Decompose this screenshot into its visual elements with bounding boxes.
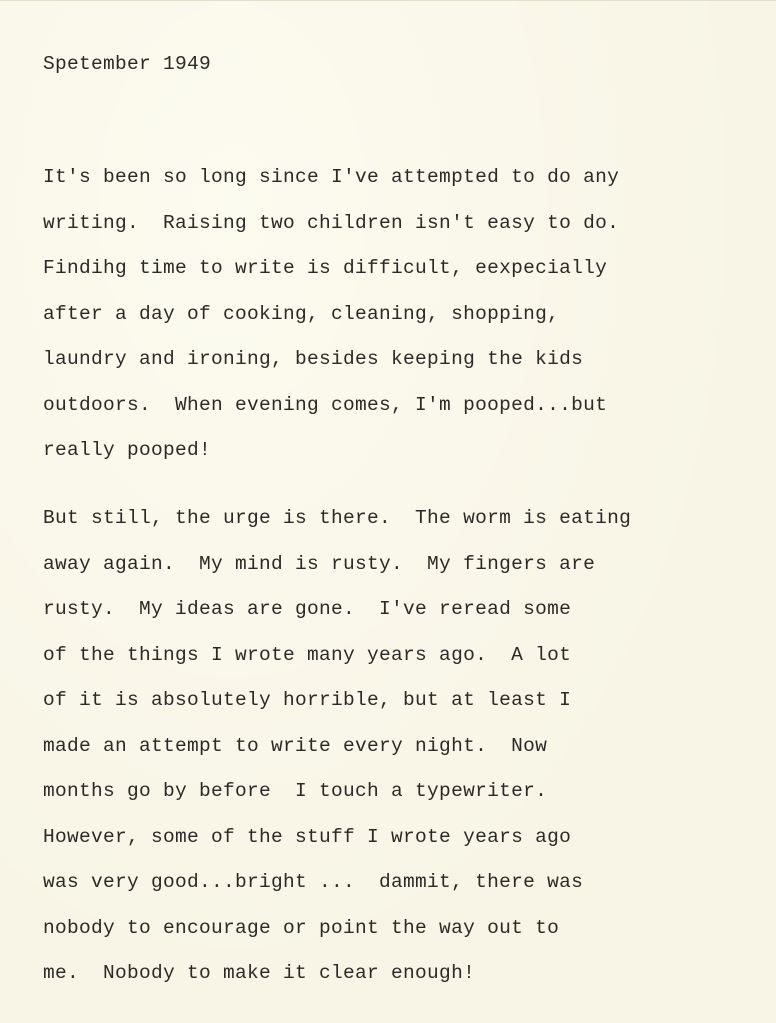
paragraph-line: after a day of cooking, cleaning, shopping, bbox=[43, 302, 560, 325]
paragraph-line: It's been so long since I've attempted to do any bbox=[43, 166, 620, 188]
paragraph-line: really pooped! bbox=[43, 439, 212, 461]
paragraph-line: of it is absolutely horrible, but at least I bbox=[43, 689, 572, 711]
paragraph-line: rusty. My ideas are gone. I've reread some bbox=[43, 598, 572, 620]
paragraph-line: was very good...bright ... dammit, there was bbox=[43, 871, 584, 893]
paragraph-line: months go by before I touch a typewriter. bbox=[43, 780, 548, 802]
letter-date: Spetember 1949 bbox=[43, 53, 212, 75]
paragraph-line: But still, the urge is there. The worm is eating bbox=[43, 507, 632, 529]
paragraph-line: Findihg time to write is difficult, eexpecially bbox=[43, 257, 608, 279]
paragraph-1 bbox=[43, 164, 619, 483]
paragraph-2 bbox=[43, 505, 631, 1006]
paragraph-line: away again. My mind is rusty. My fingers are bbox=[43, 552, 596, 575]
paragraph-line: of the things I wrote many years ago. A lot bbox=[43, 643, 572, 666]
paragraph-line: laundry and ironing, besides keeping the kids bbox=[43, 348, 584, 370]
paragraph-line: outdoors. When evening comes, I'm pooped...but bbox=[43, 393, 608, 416]
paragraph-line: made an attempt to write every night. Now bbox=[43, 734, 548, 757]
paragraph-line: However, some of the stuff I wrote years ago bbox=[43, 825, 572, 848]
paragraph-line: nobody to encourage or point the way out to bbox=[43, 916, 560, 939]
paragraph-line: me. Nobody to make it clear enough! bbox=[43, 962, 476, 984]
paragraph-line: writing. Raising two children isn't easy to do. bbox=[43, 211, 620, 234]
